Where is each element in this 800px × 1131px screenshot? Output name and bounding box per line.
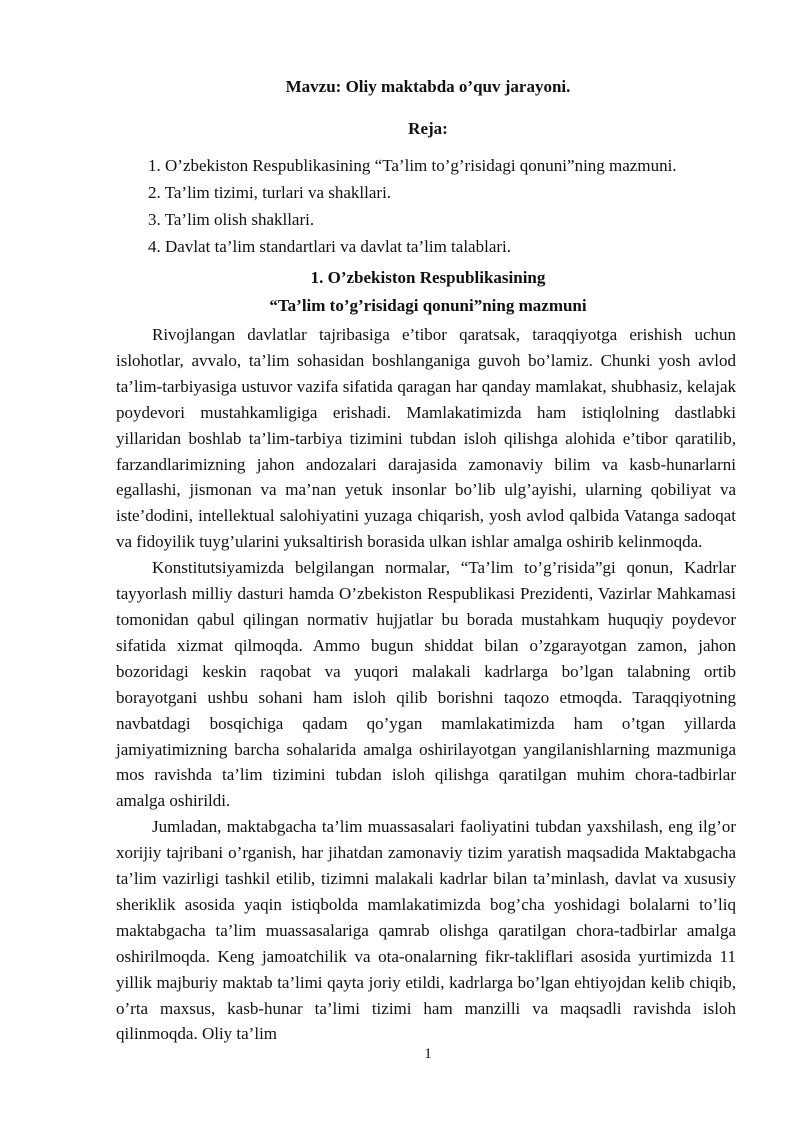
plan-item: 4. Davlat ta’lim standartlari va davlat ta’lim talablari.	[148, 237, 512, 256]
body-text	[116, 322, 736, 1047]
plan-heading: Reja:	[408, 119, 448, 138]
plan-item: 3. Ta’lim olish shakllari.	[148, 210, 315, 229]
document-title: Mavzu: Oliy maktabda o’quv jarayoni.	[285, 77, 571, 96]
plan-list	[148, 152, 788, 260]
section-heading-line-2: “Ta’lim to’g’risidagi qonuni”ning mazmuni	[269, 296, 587, 315]
paragraph: Jumladan, maktabgacha ta’lim muassasalari faoliyatini tubdan yaxshilash, eng ilg’or xorijiy tajribani o’rganish, har jihatdan zamonaviy tizim yaratish maqsadida Maktabgacha ta’lim vazirligi tashkil etilib, tizimni malakali kadrlar bilan ta’minlash, davlat va xususiy sheriklik asosida yaqin istiqbolda mamlakatimizda bog’cha yoshidagi bolalarni to’liq maktabgacha ta’lim muassasalariga qamrab olishga qaratilgan chora-tadbirlar amalga oshirilmoqda. Keng jamoatchilik va ota-onalarning fikr-takliflari asosida yurtimizda 11 yillik majburiy maktab ta’limi qayta joriy etildi, kadrlarga bo’lgan ehtiyojdan kelib chiqib, o’rta maxsus, kasb-hunar ta’limi tizimi ham manzilli va maqsadli ravishda isloh qilinmoqda. Oliy ta’lim	[116, 817, 736, 1044]
section-heading-line-1: 1. O’zbekiston Respublikasining	[310, 268, 546, 287]
plan-item: 2. Ta’lim tizimi, turlari va shakllari.	[148, 183, 392, 202]
paragraph: Konstitutsiyamizda belgilangan normalar, “Ta’lim to’g’risida”gi qonun, Kadrlar tayyorlash milliy dasturi hamda O’zbekiston Respublikasi Prezidenti, Vazirlar Mahkamasi tomonidan qabul qilingan normativ hujjatlar bu borada mustahkam huquqiy poydevor sifatida xizmat qilmoqda. Ammo bugun shiddat bilan o’zgarayotgan zamon, jahon bozoridagi keskin raqobat va yuqori malakali kadrlarga bo’lgan talabning ortib borayotgani ushbu sohani ham isloh qilib borishni taqozo etmoqda. Taraqqiyotning navbatdagi bosqichiga qadam qo’ygan mamlakatimizda ham o’tgan yillarda jamiyatimizning barcha sohalarida amalga oshirilayotgan yangilanishlarning mazmuniga mos ravishda ta’lim tizimini tubdan isloh qilishga qaratilgan muhim chora-tadbirlar amalga oshirildi.	[116, 558, 736, 811]
paragraph: Rivojlangan davlatlar tajribasiga e’tibor qaratsak, taraqqiyotga erishish uchun islohotlar, avvalo, ta’lim sohasidan boshlanganiga guvoh bo’lamiz. Chunki yosh avlod ta’lim-tarbiyasiga ustuvor vazifa sifatida qaragan har qanday mamlakat, shubhasiz, kelajak poydevori mustahkamligiga erishadi. Mamlakatimizda ham istiqlolning dastlabki yillaridan boshlab ta’lim-tarbiya tizimini tubdan isloh qilishga alohida e’tibor qaratilib, farzandlarimizning jahon andozalari darajasida zamonaviy bilim va kasb-hunarlarni egallashi, jismonan va ma’nan yetuk insonlar bo’lib ulg’ayishi, ularning qobiliyat va iste’dodini, intellektual salohiyatini yuzaga chiqarish, yosh avlod qalbida Vatanga sadoqat va fidoyilik tuyg’ularini yuksaltirish borasida ulkan ishlar amalga oshirib kelinmoqda.	[116, 325, 736, 552]
page-number: 1	[424, 1046, 432, 1062]
plan-item: 1. O’zbekiston Respublikasining “Ta’lim to’g’risidagi qonuni”ning mazmuni.	[148, 156, 677, 175]
